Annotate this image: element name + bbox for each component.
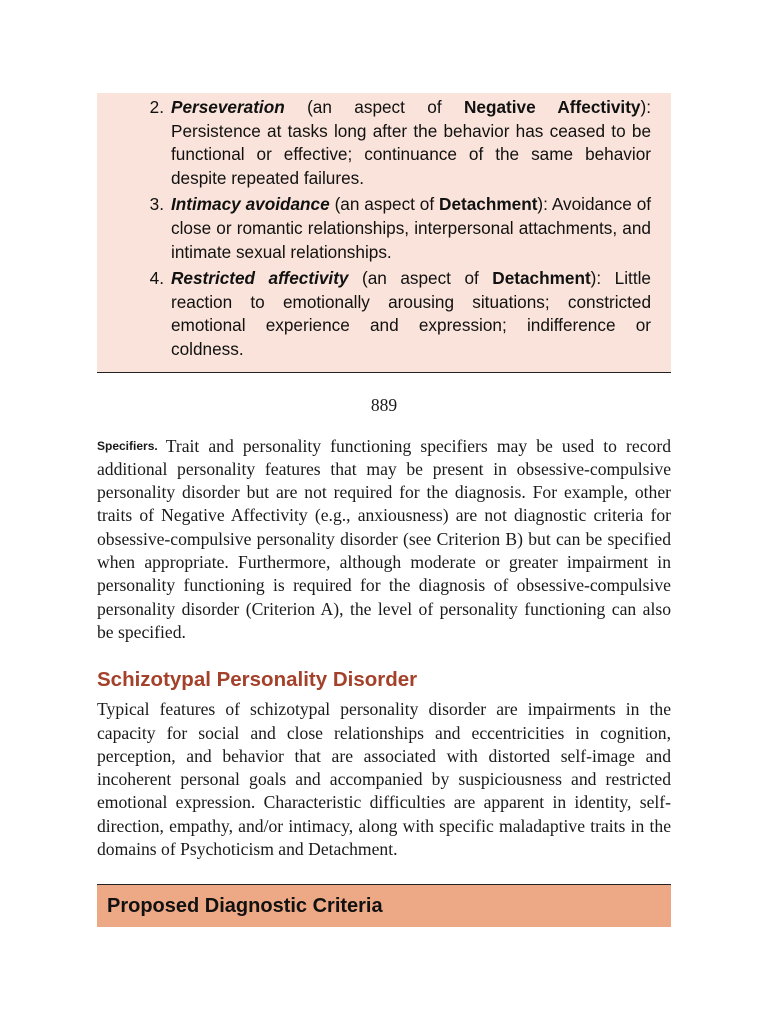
section-heading: Schizotypal Personality Disorder	[97, 668, 418, 692]
criteria-item-domain: Negative Affectivity	[464, 97, 641, 117]
criteria-item-aspect-suffix: ):	[590, 268, 602, 289]
section-body: Typical features of schizotypal personality disorder are impairments in the capacity for social and close relationships and eccentricities in cognition, perception, and behavior that are associated with distorted self-image and incoherent personal goals and accompanied by suspiciousness and restricted emotional expression. Characteristic difficulties are apparent in identity, self-direction, empathy, and/or intimacy, along with specific maladaptive traits in the domains of Psychoticism and Detachment.	[97, 699, 671, 859]
page-number: 889	[370, 394, 398, 415]
specifiers-label: Specifiers.	[97, 438, 158, 453]
specifiers-text: Trait and personality functioning specifiers may be used to record additional personality features that may be present in obsessive-compulsive personality disorder but are not required for the diagnosis. For example, other traits of Negative Affectivity (e.g., anxiousness) are not diagnostic criteria for obsessive-compulsive personality disorder (see Criterion B) but can be specified when appropriate. Furthermore, although moderate or greater impairment in personality functioning is required for the diagnosis of obsessive-compulsive personality disorder (Criterion A), the level of personality functioning can also be specified.	[97, 435, 671, 642]
criteria-item-number: 2.	[149, 97, 164, 117]
criteria-item-aspect-prefix: (an aspect of	[334, 194, 435, 215]
criteria-list	[117, 96, 651, 362]
criteria-item-aspect-suffix: ):	[537, 194, 548, 215]
criteria-item-term: Perseveration	[171, 97, 285, 117]
criteria-item-domain: Detachment	[492, 268, 591, 289]
document-page	[97, 93, 671, 927]
criteria-item-term: Restricted affectivity	[171, 268, 349, 289]
criteria-item-description: Persistence at tasks long after the behavior has ceased to be functional or effective; continuance of the same behavior despite repeated failures.	[171, 120, 651, 188]
criteria-item	[117, 96, 651, 190]
criteria-header-title: Proposed Diagnostic Criteria	[107, 894, 383, 917]
criteria-item-term: Intimacy avoidance	[171, 194, 330, 215]
criteria-item-description: Little reaction to emotionally arousing situations; constricted emotional experience and expression; indifference or coldness.	[171, 268, 651, 359]
criteria-box	[97, 93, 671, 373]
criteria-item-number: 4.	[149, 268, 164, 289]
criteria-item-body	[164, 193, 651, 264]
criteria-item-aspect-suffix: ):	[640, 97, 651, 117]
criteria-item	[117, 267, 651, 361]
criteria-item-aspect-prefix: (an aspect of	[307, 97, 442, 117]
criteria-item	[117, 193, 651, 264]
criteria-item-aspect-prefix: (an aspect of	[361, 268, 479, 289]
criteria-item-description: Avoidance of close or romantic relationships, interpersonal attachments, and intimate sexual relationships.	[171, 194, 652, 262]
criteria-item-body	[164, 267, 651, 361]
criteria-item-domain: Detachment	[439, 194, 538, 215]
criteria-item-body	[164, 96, 651, 190]
specifiers-paragraph	[97, 435, 671, 645]
criteria-item-number: 3.	[149, 194, 164, 215]
criteria-header-bar	[97, 884, 671, 927]
